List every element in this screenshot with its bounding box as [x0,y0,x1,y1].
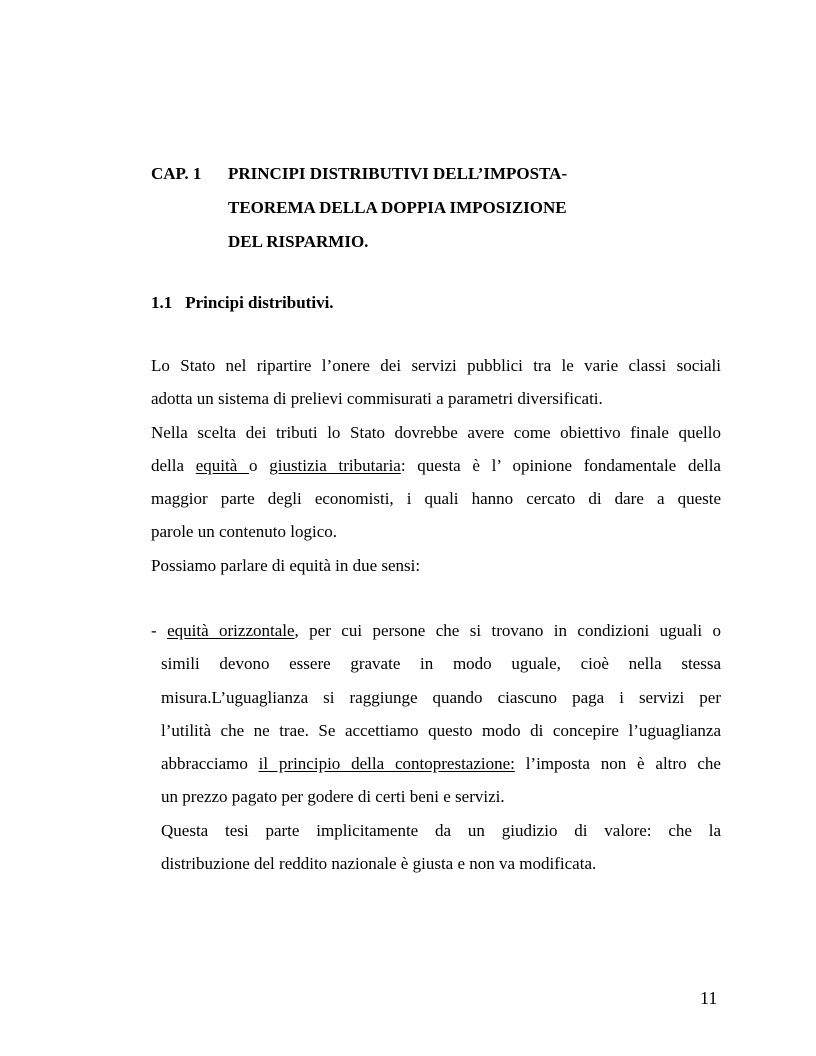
text-fragment: , per cui persone che si trovano in condizioni uguali o [294,621,721,640]
chapter-title-line-2: TEOREMA DELLA DOPPIA IMPOSIZIONE [228,198,567,217]
text-line: simili devono essere gravate in modo uguale, cioè nella stessa [161,654,721,674]
underlined-term-equita-orizzontale: equità orizzontale [167,621,295,640]
text-line: Possiamo parlare di equità in due sensi: [151,555,421,575]
text-line: misura.L’uguaglianza si raggiunge quando ciascuno paga i servizi per [161,687,721,707]
chapter-number: CAP. 1 [151,164,202,183]
text-fragment: l’imposta non è altro che [514,754,721,774]
text-fragment: della [151,455,196,475]
text-fragment: o [249,455,270,475]
list-dash: - [151,621,168,640]
underlined-term-equita: equità [195,455,249,475]
text-line: Lo Stato nel ripartire l’onere dei servizi pubblici tra le varie classi sociali [151,356,721,375]
text-line: l’utilità che ne trae. Se accettiamo questo modo di concepire l’uguaglianza [161,720,721,740]
underlined-term-principio-contoprestazione: il principio della contoprestazione: [258,754,515,774]
chapter-heading [151,157,751,259]
text-line [151,449,721,482]
text-line: distribuzione del reddito nazionale è giusta e non va modificata. [161,854,597,874]
page-number: 11 [700,988,718,1008]
text-line: adotta un sistema di prelievi commisurati a parametri diversificati. [151,389,603,409]
text-line: un prezzo pagato per godere di certi beni e servizi. [161,787,505,807]
text-line: Nella scelta dei tributi lo Stato dovrebbe avere come obiettivo finale quello [151,422,721,442]
text-fragment: : questa è l’ opinione fondamentale della [400,455,721,475]
text-line: parole un contenuto logico. [151,522,338,542]
paragraph-intro [151,349,721,582]
text-line: Questa tesi parte implicitamente da un giudizio di valore: che la [161,820,721,840]
text-fragment: abbracciamo [161,754,259,774]
list-item-equita-orizzontale [151,614,721,880]
section-number: 1.1 [151,293,173,312]
text-line: maggior parte degli economisti, i quali hanno cercato di dare a queste [151,489,721,509]
chapter-title-line-1: PRINCIPI DISTRIBUTIVI DELL’IMPOSTA- [228,164,568,183]
section-title: Principi distributivi. [185,293,334,312]
chapter-title-line-3: DEL RISPARMIO. [228,232,369,251]
text-line [151,747,721,780]
text-line [151,614,721,647]
section-heading [151,291,334,315]
underlined-term-giustizia-tributaria: giustizia tributaria [269,455,401,475]
